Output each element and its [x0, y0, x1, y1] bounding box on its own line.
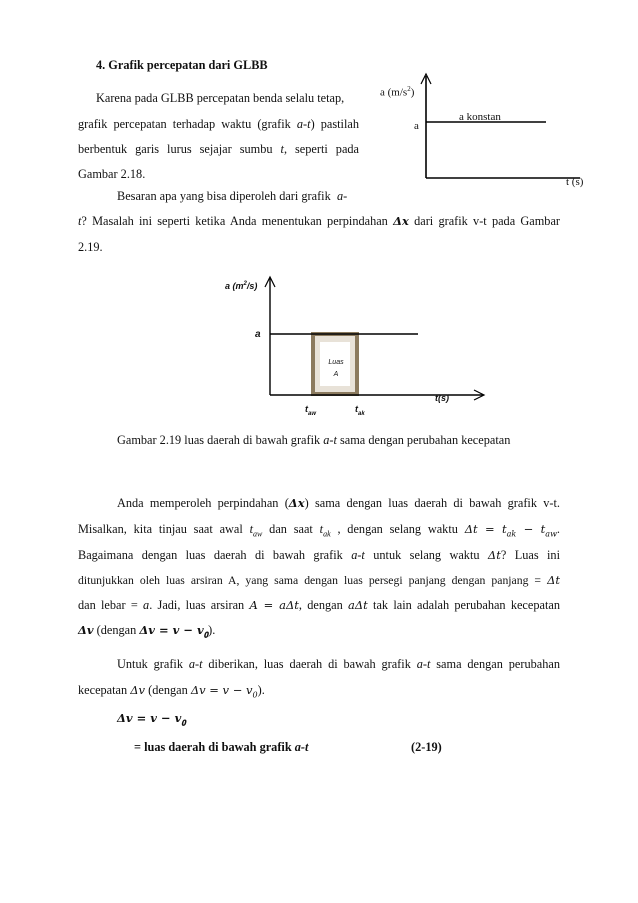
fig1-x-axis-label: t (s) — [566, 176, 584, 188]
para1-line3: berbentuk garis lurus sejajar sumbu t, seperti pada — [78, 142, 360, 156]
fig2-area-label: Luas A — [328, 359, 344, 378]
para3-line1: Anda memperoleh perpindahan (Δ𝒙) sama dengan luas daerah di bawah grafik v-t. — [117, 496, 560, 510]
formula-equation: Δ𝒗 = 𝒗 − 𝒗$_𝟎$ — [117, 711, 186, 728]
formula-number: (2-19) — [411, 740, 442, 754]
fig1-y-axis-label: a $(m/s^2)$ — [380, 85, 415, 99]
figure-caption: Gambar 2.19 luas daerah di bawah grafik a-t sama dengan perubahan kecepatan — [117, 433, 511, 447]
fig2-t-aw-label: $t_{aw}$ — [305, 404, 317, 417]
fig1-a-label: a — [414, 120, 419, 132]
para3-line2: Misalkan, kita tinjau saat awal $t_{aw}$ dan saat $t_{ak}$ , dengan selang waktu Δ𝑡 = 𝑡$_{𝑎𝑘}$ − 𝑡$_{𝑎𝑤}$. — [78, 522, 560, 539]
para1-line4: Gambar 2.18. — [78, 167, 146, 181]
para4-line1: Untuk grafik a-t diberikan, luas daerah di bawah grafik a-t sama dengan perubahan — [117, 657, 560, 671]
section-heading: 4. Grafik percepatan dari GLBB — [96, 58, 268, 72]
para4-line2: kecepatan Δ𝑣 (dengan Δ𝑣 = 𝑣 − 𝑣$_0$). — [78, 683, 265, 700]
fig2-y-axis-label: a $(m^2/s)$ — [225, 281, 258, 291]
fig2-x-axis-label: t(s) — [435, 393, 449, 403]
para3-line6: Δ𝒗 (dengan Δ𝒗 = 𝒗 − 𝒗$_𝟎$). — [78, 623, 216, 640]
fig1-constant-label: a konstan — [459, 111, 501, 123]
para3-line5: dan lebar = a. Jadi, luas arsiran 𝐴 = 𝑎Δ𝑡, dengan 𝑎Δ𝑡 tak lain adalah perubahan kecepatan — [78, 598, 560, 612]
para3-line4: ditunjukkan oleh luas arsiran A, yang sama dengan luas persegi panjang dengan panjang = Δ𝑡 — [78, 573, 560, 587]
para2-line1a: Besaran apa yang bisa diperoleh dari grafik — [117, 189, 331, 203]
para2-line2: t? Masalah ini seperti ketika Anda menentukan perpindahan Δ𝒙 dari grafik v-t pada Gambar — [78, 214, 560, 228]
para2-line1b: a- — [337, 189, 348, 203]
formula-text: = luas daerah di bawah grafik a-t — [134, 740, 309, 754]
para2-line3: 2.19. — [78, 240, 103, 254]
fig2-a-label: a — [255, 329, 261, 340]
para1-line1: Karena pada GLBB percepatan benda selalu tetap, — [96, 91, 345, 105]
para3-line3: Bagaimana dengan luas daerah di bawah grafik a-t untuk selang waktu Δ𝑡? Luas ini — [78, 548, 560, 562]
fig2-t-ak-label: $t_{ak}$ — [355, 404, 365, 417]
para1-line2: grafik percepatan terhadap waktu (grafik a-t) pastilah — [78, 117, 359, 131]
figure-a-t-area — [250, 270, 490, 420]
